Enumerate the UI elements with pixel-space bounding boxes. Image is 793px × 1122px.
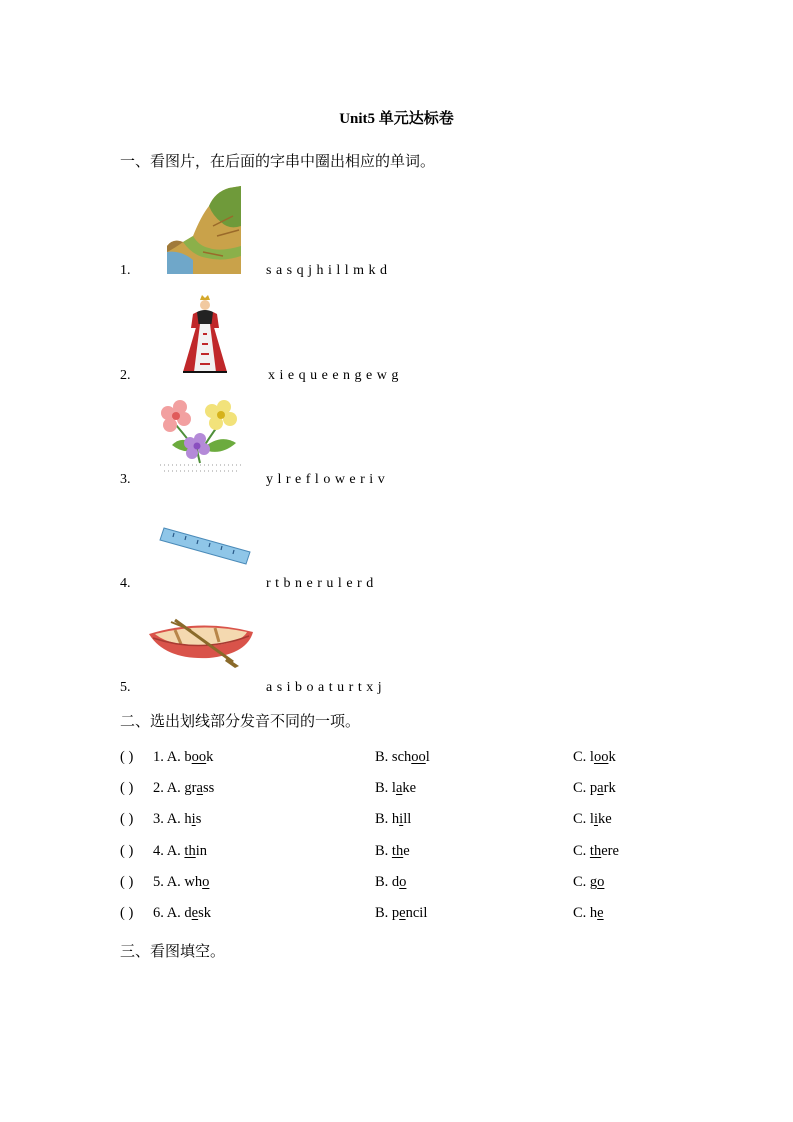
underlined-part: e: [191, 905, 199, 921]
option-a: [153, 874, 209, 891]
word-part: ke: [597, 811, 612, 827]
option-label: B.: [375, 843, 389, 859]
underlined-part: th: [589, 843, 602, 859]
option-b: [375, 749, 430, 766]
option-b: [375, 780, 416, 797]
underlined-part: o: [597, 874, 605, 890]
option-b: [375, 874, 406, 891]
item-5-letters: a s i b o a t u r t x j: [266, 680, 383, 695]
item-5-number: 5.: [120, 680, 131, 695]
word-part: wh: [184, 874, 203, 890]
item-3-number: 3.: [120, 472, 131, 487]
answer-paren[interactable]: ( ): [120, 874, 134, 890]
word-part: d: [391, 874, 400, 890]
item-3-letters: y l r e f l o w e r i v: [266, 472, 386, 487]
question-number: 6. A.: [153, 905, 181, 921]
option-label: C.: [573, 874, 587, 890]
option-label: C.: [573, 811, 587, 827]
question-number: 5. A.: [153, 874, 181, 890]
item-2-letters: x i e q u e e n g e w g: [268, 368, 399, 383]
word-part: k: [608, 749, 616, 765]
underlined-part: o: [202, 874, 210, 890]
option-label: C.: [573, 749, 587, 765]
option-c: [573, 780, 616, 797]
word-part: s: [195, 811, 202, 827]
question-row: [120, 780, 720, 800]
page-title: Unit5 单元达标卷: [339, 111, 454, 127]
option-c: [573, 874, 604, 891]
word-part: l: [589, 749, 594, 765]
underlined-part: i: [399, 811, 404, 827]
underlined-part: e: [399, 905, 406, 921]
option-label: B.: [375, 749, 389, 765]
option-label: B.: [375, 905, 389, 921]
item-1-number: 1.: [120, 263, 131, 278]
underlined-part: i: [593, 811, 598, 827]
underlined-part: a: [395, 780, 403, 796]
question-number: 1. A.: [153, 749, 181, 765]
word-part: sch: [391, 749, 412, 765]
option-b: [375, 905, 427, 922]
word-part: h: [184, 811, 192, 827]
option-c: [573, 811, 612, 828]
underlined-part: th: [184, 843, 196, 859]
underlined-part: e: [597, 905, 604, 921]
answer-paren[interactable]: ( ): [120, 780, 134, 796]
underlined-part: a: [196, 780, 203, 796]
option-a: [153, 843, 207, 860]
option-a: [153, 749, 213, 766]
option-label: C.: [573, 843, 587, 859]
underlined-part: o: [399, 874, 407, 890]
queen-icon: [179, 294, 231, 374]
underlined-part: i: [191, 811, 196, 827]
question-number: 2. A.: [153, 780, 181, 796]
option-a: [153, 811, 201, 828]
section-1-heading: 一、看图片，在后面的字串中圈出相应的单词。: [120, 152, 436, 170]
option-a: [153, 780, 214, 797]
option-b: [375, 811, 411, 828]
underlined-part: oo: [411, 749, 426, 765]
boat-icon: [145, 610, 257, 670]
item-2-number: 2.: [120, 368, 131, 383]
option-label: C.: [573, 780, 587, 796]
question-row: [120, 905, 720, 925]
item-4-number: 4.: [120, 576, 131, 591]
underlined-part: a: [597, 780, 604, 796]
word-part: l: [589, 811, 594, 827]
option-c: [573, 905, 604, 922]
word-part: k: [206, 749, 214, 765]
word-part: p: [589, 780, 598, 796]
flower-icon: [158, 399, 246, 475]
word-part: ere: [601, 843, 619, 859]
option-label: B.: [375, 811, 389, 827]
option-b: [375, 843, 410, 860]
item-4-letters: r t b n e r u l e r d: [266, 576, 374, 591]
ruler-icon: [160, 524, 252, 568]
word-part: ncil: [405, 905, 428, 921]
answer-paren[interactable]: ( ): [120, 843, 134, 859]
question-row: [120, 811, 720, 831]
section-2-heading: 二、选出划线部分发音不同的一项。: [120, 712, 361, 730]
section-3-heading: 三、看图填空。: [120, 942, 226, 960]
answer-paren[interactable]: ( ): [120, 905, 134, 921]
question-row: [120, 843, 720, 863]
word-part: rk: [603, 780, 616, 796]
question-row: [120, 749, 720, 769]
question-number: 4. A.: [153, 843, 181, 859]
answer-paren[interactable]: ( ): [120, 749, 134, 765]
underlined-part: oo: [593, 749, 609, 765]
word-part: ll: [403, 811, 412, 827]
underlined-part: th: [391, 843, 404, 859]
question-number: 3. A.: [153, 811, 181, 827]
word-part: e: [403, 843, 410, 859]
word-part: in: [195, 843, 207, 859]
option-label: C.: [573, 905, 587, 921]
word-part: h: [391, 811, 400, 827]
word-part: g: [589, 874, 598, 890]
word-part: p: [391, 905, 400, 921]
item-1-letters: s a s q j h i l l m k d: [266, 263, 388, 278]
option-a: [153, 905, 211, 922]
option-label: B.: [375, 780, 389, 796]
underlined-part: oo: [191, 749, 207, 765]
word-part: ke: [402, 780, 417, 796]
word-part: gr: [184, 780, 197, 796]
word-part: sk: [198, 905, 212, 921]
hill-icon: [163, 186, 241, 274]
word-part: l: [391, 780, 396, 796]
question-row: [120, 874, 720, 894]
answer-paren[interactable]: ( ): [120, 811, 134, 827]
word-part: h: [589, 905, 598, 921]
word-part: b: [184, 749, 192, 765]
option-c: [573, 843, 619, 860]
option-c: [573, 749, 616, 766]
word-part: ss: [202, 780, 215, 796]
word-part: l: [425, 749, 430, 765]
word-part: d: [184, 905, 192, 921]
option-label: B.: [375, 874, 389, 890]
